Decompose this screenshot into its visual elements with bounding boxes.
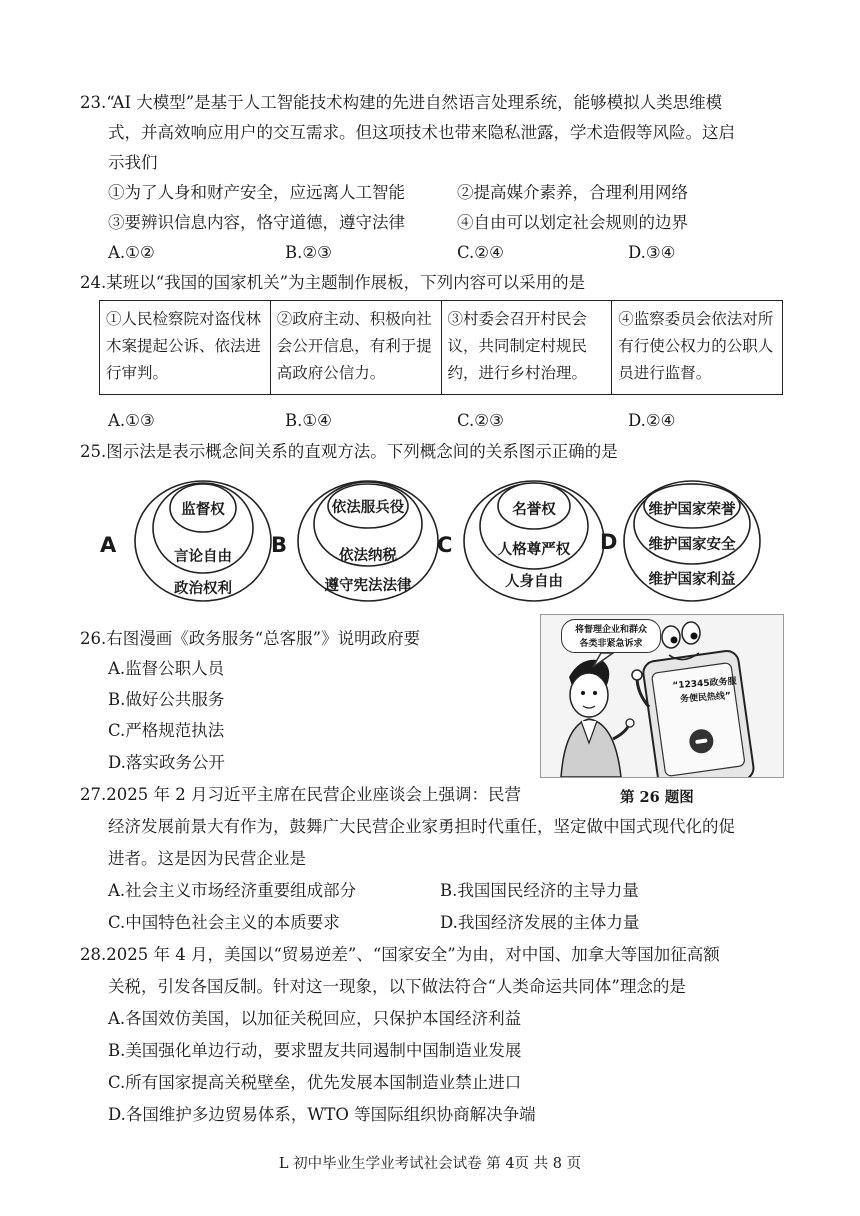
q27-option-c: C.中国特色社会主义的本质要求 [108,913,340,932]
diagram-b-outer-label: 遵守宪法法律 [324,578,412,594]
bubble-text-line-1: 将督理企业和群众 [574,625,647,635]
q23-item-3: ③要辨识信息内容，恪守道德，遵守法律 [108,213,405,232]
q28-option-b: B.美国强化单边行动，要求盟友共同遏制中国制造业发展 [108,1041,522,1060]
q23-stem-line-1: 23.“AI 大模型”是基于人工智能技术构建的先进自然语言处理系统，能够模拟人类思维模 [80,93,723,112]
q24-cell-3: ③村委会召开村民会议，共同制定村规民约，进行乡村治理。 [441,301,612,395]
q28-option-d: D.各国维护多边贸易体系，WTO 等国际组织协商解决争端 [108,1105,536,1124]
diagram-c-outer-label: 人身自由 [505,574,563,590]
q24-cell-4: ④监察委员会依法对所有行使公权力的公职人员进行监督。 [612,301,783,395]
q26-cartoon [540,614,784,778]
q24-table [99,300,783,395]
q24-option-a: A.①③ [108,411,155,430]
phone-screen-text [670,675,740,708]
q24-cell-2: ②政府主动、积极向社会公开信息，有利于提高政府公信力。 [270,301,441,395]
q24-stem: 24.某班以“我国的国家机关”为主题制作展板，下列内容可以采用的是 [80,273,586,292]
diagram-b-inner-label: 依法服兵役 [331,500,405,516]
q26-figure-caption: 第 26 题图 [620,789,694,806]
q27-option-d: D.我国经济发展的主体力量 [440,913,640,932]
q26-option-b: B.做好公共服务 [108,690,225,709]
bubble-text-line-2: 各类非紧急诉求 [579,639,643,649]
q23-stem-line-2: 式，并高效响应用户的交互需求。但这项技术也带来隐私泄露，学术造假等风险。这启 [108,123,735,142]
q27-stem-line-2: 经济发展前景大有作为，鼓舞广大民营企业家勇担时代重任，坚定做中国式现代化的促 [108,817,735,836]
phone-text-line-1: “12345政务服 [672,676,737,692]
q28-stem-line-2: 关税，引发各国反制。针对这一现象，以下做法符合“人类命运共同体”理念的是 [108,977,686,996]
diagram-d-letter: D [600,530,618,554]
q26-option-c: C.严格规范执法 [108,721,225,740]
q23-option-d: D.③④ [628,243,676,262]
q28-option-a: A.各国效仿美国，以加征关税回应，只保护本国经济利益 [108,1009,522,1028]
q23-option-a: A.①② [108,243,155,262]
diagram-d-middle-label: 维护国家安全 [648,537,736,553]
venn-diagram-b [296,478,490,604]
page-footer: L 初中毕业生学业考试社会试卷 第 4页 共 8 页 [278,1156,582,1172]
q26-option-a: A.监督公职人员 [108,659,225,678]
q27-option-b: B.我国国民经济的主导力量 [440,881,639,900]
diagram-c-inner-label: 名誉权 [512,502,556,518]
q24-option-c: C.②③ [457,411,504,430]
q23-option-c: C.②④ [457,243,504,262]
q26-option-d: D.落实政务公开 [108,753,225,772]
q23-item-1: ①为了人身和财产安全，应远离人工智能 [108,183,405,202]
q27-stem-line-3: 进者。这是因为民营企业是 [108,849,306,868]
cartoon-speech-bubble [561,619,661,653]
q26-stem: 26.右图漫画《政务服务“总客服”》说明政府要 [80,629,421,648]
q23-item-2: ②提高媒介素养，合理利用网络 [457,183,688,202]
q27-option-a: A.社会主义市场经济重要组成部分 [108,881,357,900]
phone-text-line-2: 务便民热线” [679,691,732,705]
diagram-b-middle-label: 依法纳税 [339,548,397,564]
diagram-d-inner-label: 维护国家荣誉 [648,502,736,518]
diagram-a-inner-label: 监督权 [181,502,225,518]
diagram-c-middle-label: 人格尊严权 [497,542,571,558]
q25-stem: 25.图示法是表示概念间关系的直观方法。下列概念间的关系图示正确的是 [80,442,618,461]
venn-diagram-d [622,478,816,604]
q24-option-b: B.①④ [285,411,332,430]
q23-option-b: B.②③ [285,243,332,262]
q27-stem-line-1: 27.2025 年 2 月习近平主席在民营企业座谈会上强调：民营 [80,785,521,804]
q24-cell-1: ①人民检察院对盗伐林木案提起公诉、依法进行审判。 [100,301,271,395]
diagram-c-letter: C [437,533,453,557]
diagram-d-outer-label: 维护国家利益 [648,572,736,588]
q23-item-4: ④自由可以划定社会规则的边界 [457,213,688,232]
diagram-a-middle-label: 言论自由 [174,549,232,565]
q23-stem-line-3: 示我们 [108,153,158,172]
diagram-a-letter: A [100,533,117,557]
diagram-b-letter: B [271,533,288,557]
q28-stem-line-1: 28.2025 年 4 月，美国以“贸易逆差”、“国家安全”为由，对中国、加拿大等国加征高额 [80,945,720,964]
q24-option-d: D.②④ [628,411,676,430]
diagram-a-outer-label: 政治权利 [174,581,232,597]
q28-option-c: C.所有国家提高关税壁垒，优先发展本国制造业禁止进口 [108,1073,522,1092]
